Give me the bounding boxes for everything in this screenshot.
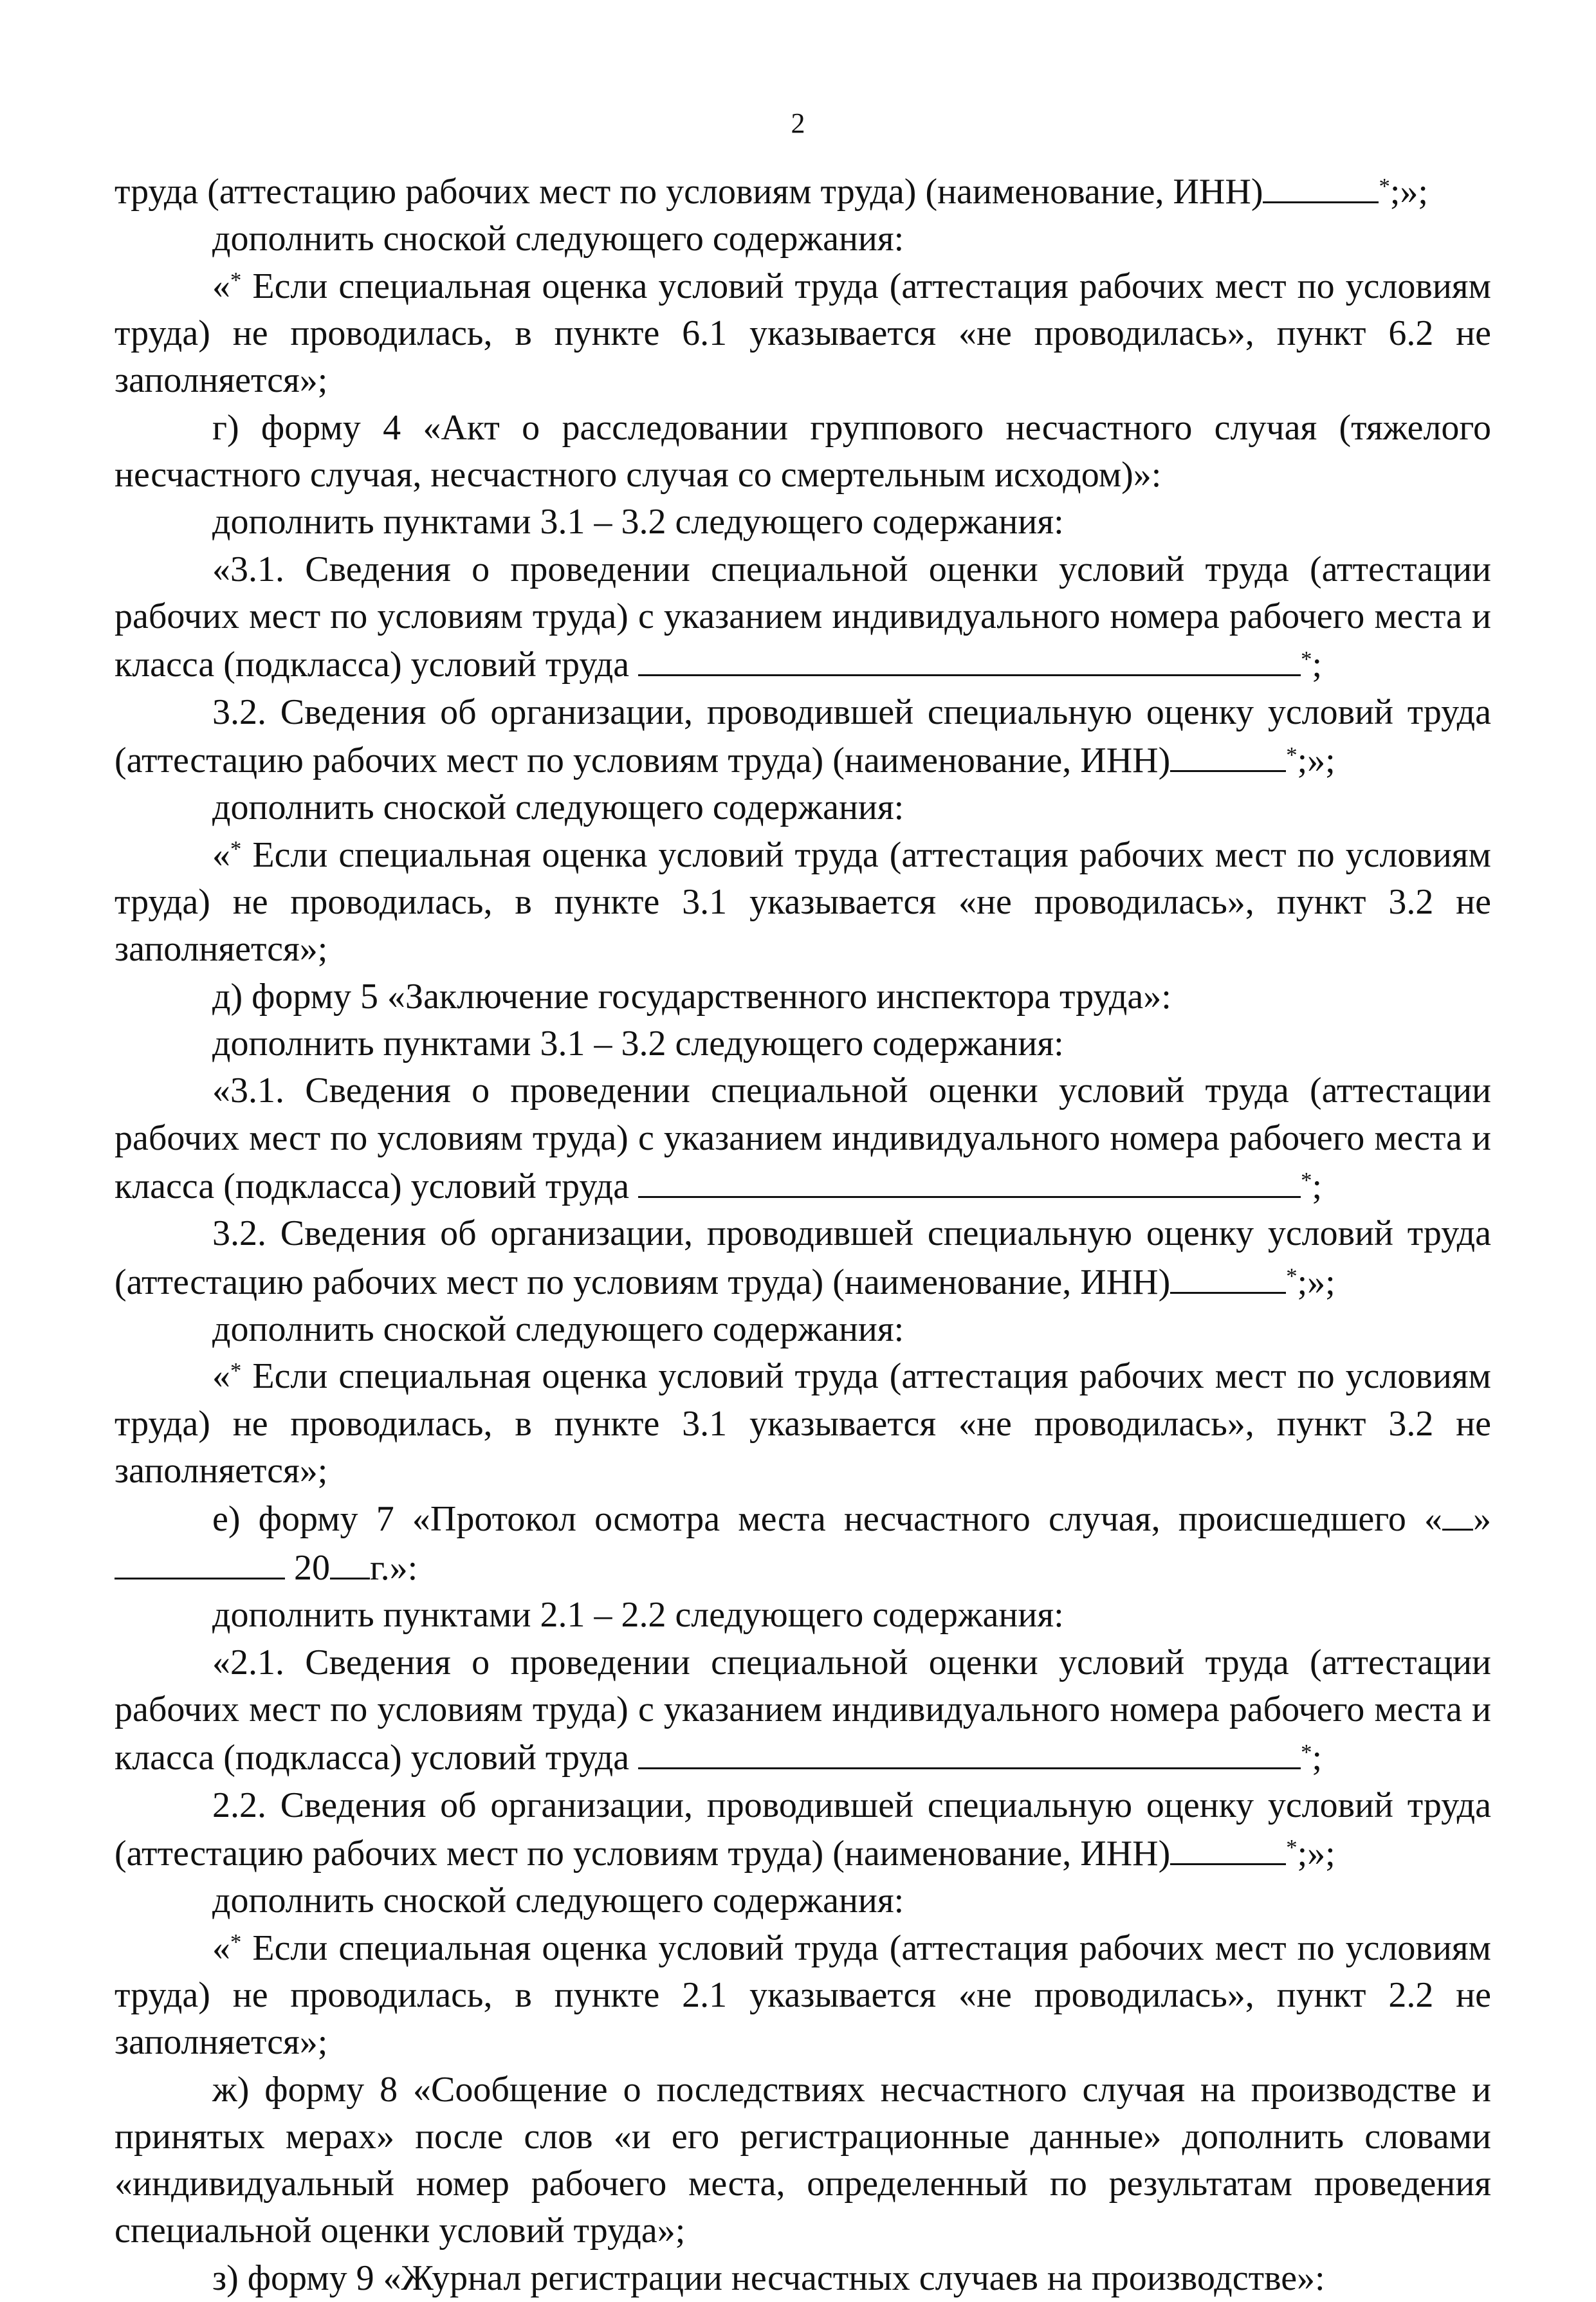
paragraph-18-text: «2.1. Сведения о проведении специальной оценки условий труда (аттестации рабочих мест по условиям труда) с указанием индивидуального номера рабочего места и класса (подкласса) условий труда	[115, 1642, 1491, 1778]
paragraph-13	[115, 1210, 1491, 1306]
paragraph-21	[115, 1925, 1491, 2067]
paragraph-16	[115, 1495, 1491, 1592]
year-prefix: 20	[285, 1547, 330, 1588]
paragraph-7-text: 3.2. Сведения об организации, проводившей специальную оценку условий труда (аттестацию рабочих мест по условиям труда) (наименование, ИНН)	[115, 692, 1491, 781]
blank-field	[638, 640, 1301, 676]
paragraph-15	[115, 1353, 1491, 1495]
footnote-mark: *	[230, 1358, 242, 1383]
paragraph-13-text: 3.2. Сведения об организации, проводившей специальную оценку условий труда (аттестацию рабочих мест по условиям труда) (наименование, ИНН)	[115, 1213, 1491, 1302]
paragraph-10: д) форму 5 «Заключение государственного инспектора труда»:	[212, 976, 1171, 1017]
paragraph-15-text: Если специальная оценка условий труда (аттестация рабочих мест по условиям труда) не проводилась, в пункте 3.1 указывается «не проводилась», пункт 3.2 не заполняется»;	[115, 1356, 1491, 1491]
paragraph-20: дополнить сноской следующего содержания:	[212, 1881, 904, 1921]
footnote-mark: *	[1286, 1264, 1298, 1289]
paragraph-2: дополнить сноской следующего содержания:	[212, 219, 904, 259]
paragraph-6	[115, 546, 1491, 689]
document-body	[115, 167, 1491, 2302]
paragraph-7-tail: ;»;	[1297, 741, 1335, 781]
paragraph-17: дополнить пунктами 2.1 – 2.2 следующего содержания:	[212, 1595, 1064, 1635]
paragraph-16-text: е) форму 7 «Протокол осмотра места несчастного случая, происшедшего «	[212, 1499, 1442, 1540]
open-quote: «	[212, 1356, 230, 1397]
paragraph-1-text: труда (аттестацию рабочих мест по условиям труда) (наименование, ИНН)	[115, 172, 1263, 212]
footnote-mark: *	[1286, 742, 1298, 768]
paragraph-22: ж) форму 8 «Сообщение о последствиях несчастного случая на производстве и принятых мерах» после слов «и его регистрационные данные» дополнить словами «индивидуальный номер рабочего места, определенный по результатам проведения специальной оценки условий труда»;	[115, 2069, 1491, 2251]
paragraph-12	[115, 1067, 1491, 1210]
paragraph-4: г) форму 4 «Акт о расследовании группового несчастного случая (тяжелого несчастного случая, несчастного случая со смертельным исходом)»:	[115, 407, 1491, 495]
paragraph-14: дополнить сноской следующего содержания:	[212, 1309, 904, 1350]
paragraph-23: з) форму 9 «Журнал регистрации несчастных случаев на производстве»:	[212, 2258, 1325, 2298]
paragraph-8: дополнить сноской следующего содержания:	[212, 787, 904, 828]
footnote-mark: *	[230, 836, 242, 862]
paragraph-1	[115, 167, 1491, 216]
paragraph-19-text: 2.2. Сведения об организации, проводившей специальную оценку условий труда (аттестацию рабочих мест по условиям труда) (наименование, ИНН)	[115, 1785, 1491, 1874]
blank-field	[115, 1543, 285, 1579]
paragraph-19-tail: ;»;	[1297, 1834, 1335, 1874]
paragraph-5: дополнить пунктами 3.1 – 3.2 следующего содержания:	[212, 502, 1064, 542]
blank-field	[638, 1733, 1301, 1769]
year-suffix: г.»:	[370, 1547, 418, 1588]
footnote-mark: *	[230, 1929, 242, 1955]
paragraph-12-text: «3.1. Сведения о проведении специальной оценки условий труда (аттестации рабочих мест по условиям труда) с указанием индивидуального номера рабочего места и класса (подкласса) условий труда	[115, 1071, 1491, 1206]
paragraph-9-text: Если специальная оценка условий труда (аттестация рабочих мест по условиям труда) не проводилась, в пункте 3.1 указывается «не проводилась», пункт 3.2 не заполняется»;	[115, 834, 1491, 970]
paragraph-3-text: Если специальная оценка условий труда (аттестация рабочих мест по условиям труда) не проводилась, в пункте 6.1 указывается «не проводилась», пункт 6.2 не заполняется»;	[115, 266, 1491, 401]
blank-field	[638, 1162, 1301, 1198]
blank-field	[1170, 1829, 1286, 1865]
paragraph-3	[115, 263, 1491, 405]
paragraph-12-tail: ;	[1312, 1166, 1322, 1206]
paragraph-13-tail: ;»;	[1297, 1262, 1335, 1302]
paragraph-19	[115, 1782, 1491, 1878]
paragraph-18	[115, 1639, 1491, 1782]
blank-field	[1442, 1495, 1473, 1531]
paragraph-18-tail: ;	[1312, 1738, 1322, 1778]
open-quote: «	[212, 1928, 230, 1968]
footnote-mark: *	[1301, 646, 1312, 672]
footnote-mark: *	[1379, 173, 1390, 199]
open-quote: «	[212, 266, 230, 306]
paragraph-6-text: «3.1. Сведения о проведении специальной оценки условий труда (аттестации рабочих мест по условиям труда) с указанием индивидуального номера рабочего места и класса (подкласса) условий труда	[115, 549, 1491, 685]
blank-field	[1263, 167, 1379, 203]
page-number: 2	[791, 107, 805, 139]
paragraph-6-tail: ;	[1312, 645, 1322, 685]
paragraph-21-text: Если специальная оценка условий труда (аттестация рабочих мест по условиям труда) не проводилась, в пункте 2.1 указывается «не проводилась», пункт 2.2 не заполняется»;	[115, 1928, 1491, 2063]
blank-field	[1170, 736, 1286, 772]
footnote-mark: *	[1301, 1168, 1312, 1193]
footnote-mark: *	[1301, 1739, 1312, 1765]
paragraph-7	[115, 689, 1491, 785]
footnote-mark: *	[230, 268, 242, 293]
close-quote: »	[1473, 1499, 1491, 1540]
paragraph-1-tail: ;»;	[1390, 172, 1428, 212]
paragraph-11: дополнить пунктами 3.1 – 3.2 следующего содержания:	[212, 1023, 1064, 1064]
paragraph-9	[115, 832, 1491, 973]
blank-field	[1170, 1258, 1286, 1294]
footnote-mark: *	[1286, 1835, 1298, 1861]
open-quote: «	[212, 834, 230, 875]
blank-field	[330, 1543, 370, 1579]
